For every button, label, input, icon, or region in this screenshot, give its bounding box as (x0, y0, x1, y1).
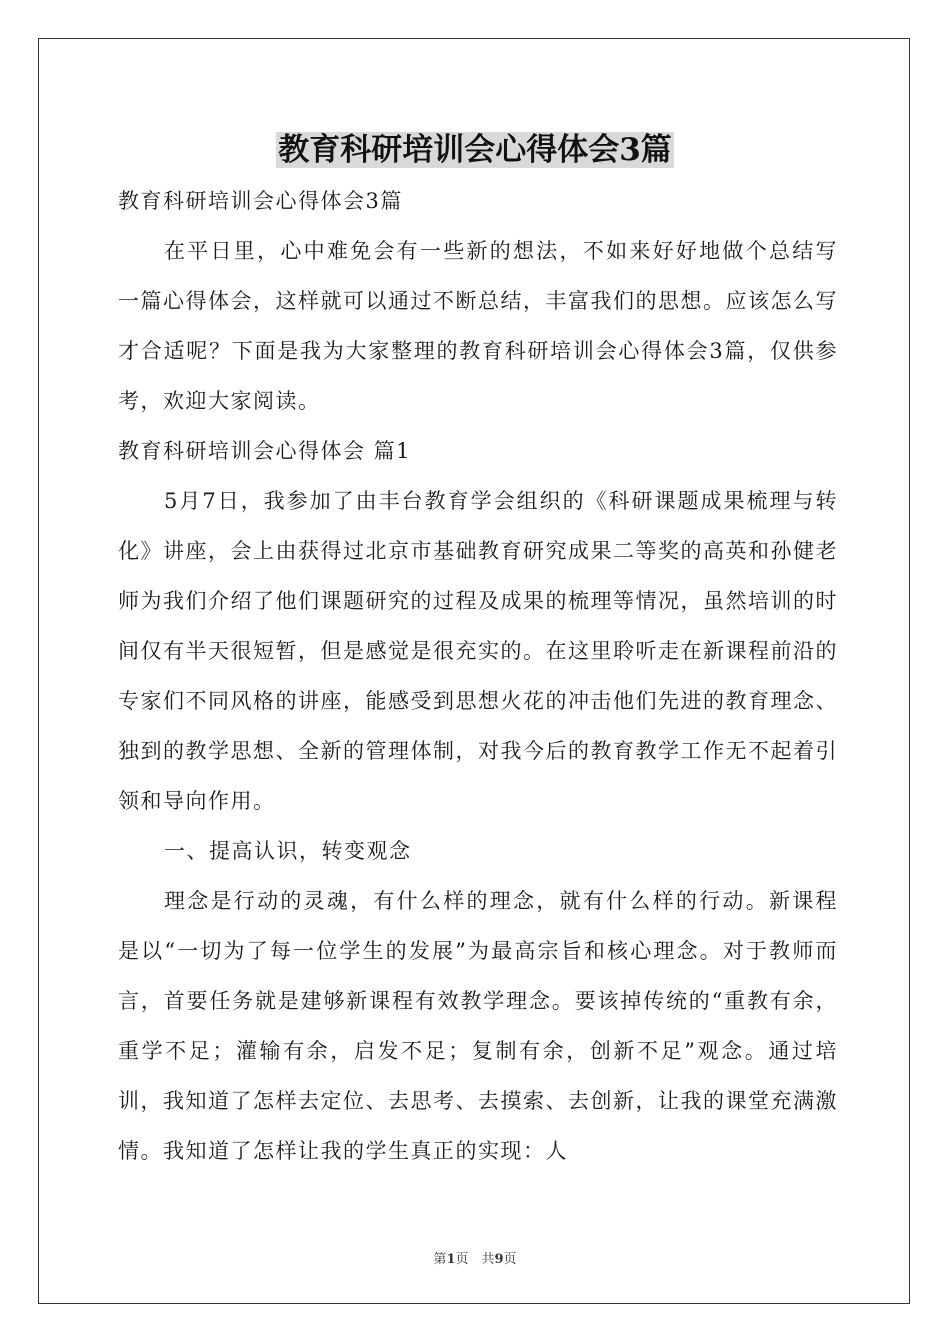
page-footer (0, 1248, 950, 1267)
section-heading: 教育科研培训会心得体会 篇1 (118, 439, 412, 463)
footer-page-total: 9 (494, 1252, 504, 1267)
subheading: 一、提高认识，转变观念 (164, 839, 412, 863)
body-paragraph: 5月7日，我参加了由丰台教育学会组织的《科研课题成果梳理与转化》讲座，会上由获得过北京市基础教育研究成果二等奖的高英和孙健老师为我们介绍了他们课题研究的过程及成果的梳理等情况，虽然培训的时间仅有半天很短暂，但是感觉是很充实的。在这里聆听走在新课程前沿的专家们不同风格的讲座，能感受到思想火花的冲击他们先进的教育理念、独到的教学思想、全新的管理体制，对我今后的教育教学工作无不起着引领和导向作用。 (118, 489, 838, 813)
intro-paragraph: 在平日里，心中难免会有一些新的想法，不如来好好地做个总结写一篇心得体会，这样就可以通过不断总结，丰富我们的思想。应该怎么写才合适呢？下面是我为大家整理的教育科研培训会心得体会3篇，仅供参考，欢迎大家阅读。 (118, 239, 838, 413)
document-title (0, 128, 950, 172)
footer-suffix: 页 (503, 1252, 517, 1267)
document-title-text: 教育科研培训会心得体会3篇 (278, 132, 672, 168)
footer-page-current: 1 (446, 1252, 456, 1267)
footer-prefix: 第 (433, 1252, 447, 1267)
document-subtitle: 教育科研培训会心得体会3篇 (118, 189, 403, 213)
body-paragraph-2: 理念是行动的灵魂，有什么样的理念，就有什么样的行动。新课程是以“一切为了每一位学生的发展”为最高宗旨和核心理念。对于教师而言，首要任务就是建够新课程有效教学理念。要该掉传统的“重教有余，重学不足；灌输有余，启发不足；复制有余，创新不足”观念。通过培训，我知道了怎样去定位、去思考、去摸索、去创新，让我的课堂充满激情。我知道了怎样让我的学生真正的实现：人 (118, 889, 838, 1163)
footer-mid: 页 共 (455, 1252, 495, 1267)
